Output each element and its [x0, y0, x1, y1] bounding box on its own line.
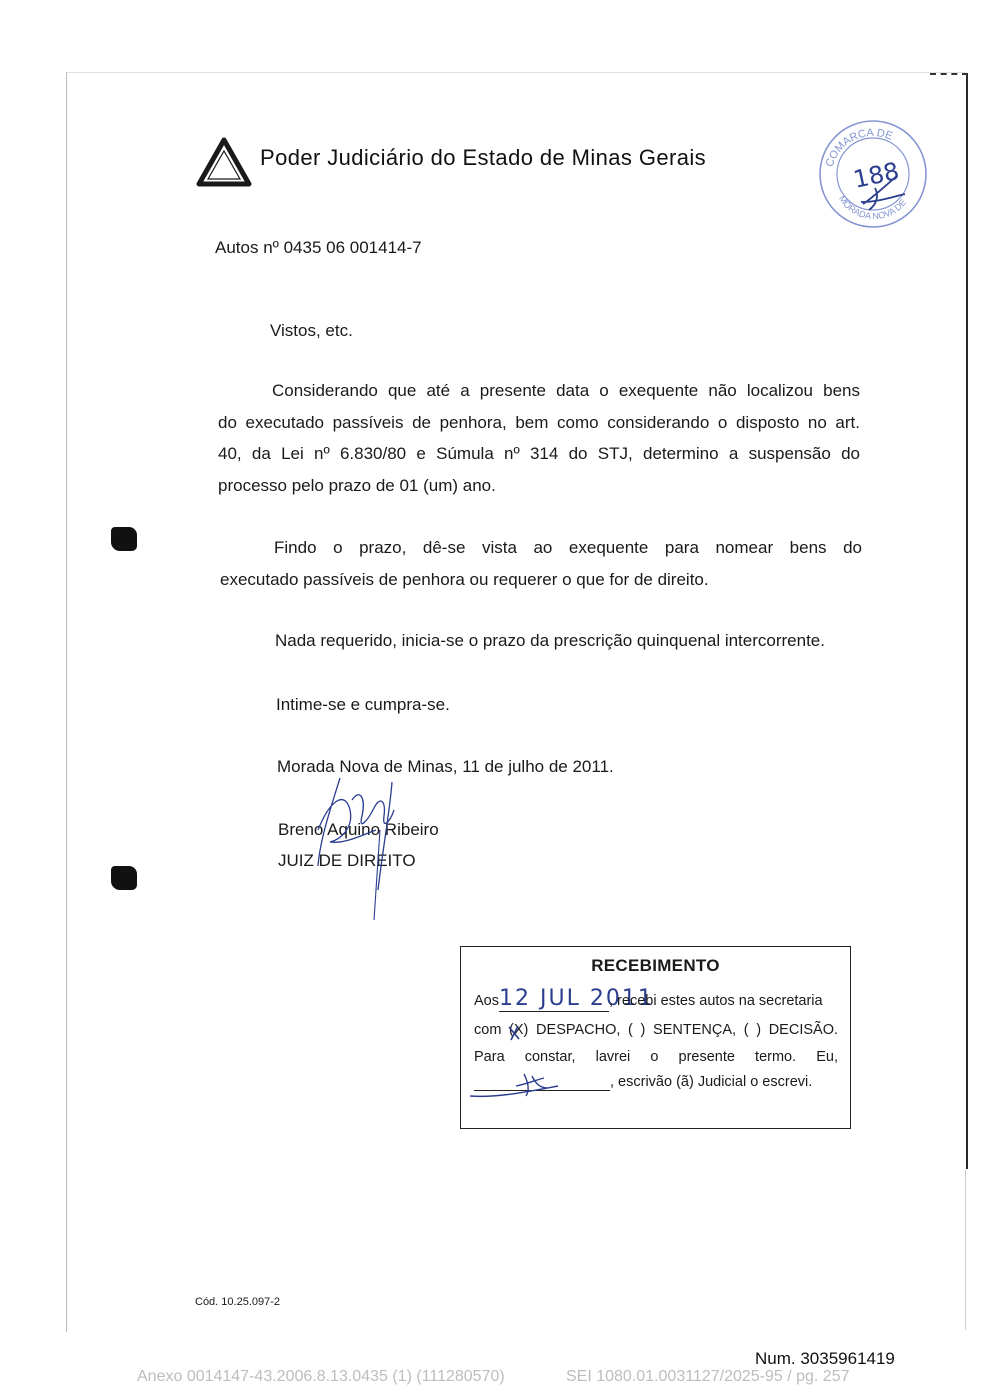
- page-edge-left: [66, 72, 67, 1332]
- document-number: Num. 3035961419: [755, 1349, 895, 1368]
- paragraph-line: Findo o prazo, dê-se vista ao exequente para nomear bens do: [274, 538, 862, 557]
- receipt-line-2: com (X) DESPACHO, ( ) SENTENÇA, ( ) DECISÃO.: [474, 1022, 838, 1038]
- punch-hole-mark: [111, 866, 137, 890]
- paragraph-line: Considerando que até a presente data o exequente não localizou bens: [272, 381, 860, 400]
- handwritten-date: 12 JUL 2011: [499, 986, 654, 1011]
- footer-sei: SEI 1080.01.0031127/2025-95 / pg. 257: [566, 1368, 850, 1385]
- triangle-logo-icon: [196, 137, 252, 189]
- judge-signature: [300, 770, 410, 925]
- receipt-line-3: Para constar, lavrei o presente termo. Eu,: [474, 1049, 838, 1065]
- clerk-signature: [466, 1066, 586, 1102]
- receipt-line-4-suffix: , escrivão (ã) Judicial o escrevi.: [610, 1074, 813, 1090]
- paragraph-suspension: [218, 375, 860, 501]
- case-number: Autos nº 0435 06 001414-7: [215, 238, 422, 257]
- receipt-line-1-prefix: Aos: [474, 993, 499, 1009]
- header-title: Poder Judiciário do Estado de Minas Gerais: [260, 145, 707, 170]
- paragraph-line: processo pelo prazo de 01 (um) ano.: [218, 475, 496, 495]
- judge-title: JUIZ DE DIREITO: [278, 851, 416, 870]
- paragraph-line: executado passíveis de penhora ou requerer o que for de direito.: [220, 569, 709, 589]
- checked-mark-icon: [506, 1024, 522, 1042]
- receipt-line-1: [474, 986, 838, 1012]
- place-date: Morada Nova de Minas, 11 de julho de 2011.: [277, 757, 614, 776]
- page-edge-top: [66, 72, 966, 73]
- page-edge-right: [966, 74, 968, 1169]
- form-code: Cód. 10.25.097-2: [195, 1296, 281, 1308]
- seal-ring-bottom-text: MORADA NOVA DE: [836, 193, 909, 222]
- footer-annex: Anexo 0014147-43.2006.8.13.0435 (1) (111280570): [137, 1368, 505, 1385]
- paragraph-term: [220, 532, 862, 595]
- page-edge-right-low: [965, 1170, 966, 1330]
- paragraph-notify: Intime-se e cumpra-se.: [276, 695, 450, 714]
- receipt-line-1-suffix: , recebi estes autos na secretaria: [609, 993, 823, 1009]
- court-seal-stamp: [817, 118, 929, 230]
- seal-ring-top-text: COMARCA DE: [823, 126, 895, 169]
- paragraph-line: do executado passíveis de penhora, bem como considerando o disposto no art.: [218, 412, 860, 432]
- greeting: Vistos, etc.: [270, 321, 353, 340]
- paragraph-prescription: Nada requerido, inicia-se o prazo da prescrição quinquenal intercorrente.: [275, 631, 825, 650]
- receipt-title: RECEBIMENTO: [591, 956, 720, 975]
- paragraph-line: 40, da Lei nº 6.830/80 e Súmula nº 314 do STJ, determino a suspensão do: [218, 444, 860, 463]
- judge-name: Breno Aquino Ribeiro: [278, 820, 439, 839]
- punch-hole-mark: [111, 527, 137, 551]
- page-edge-right-dash: [930, 73, 968, 75]
- page-number-handwritten: 188: [850, 156, 902, 194]
